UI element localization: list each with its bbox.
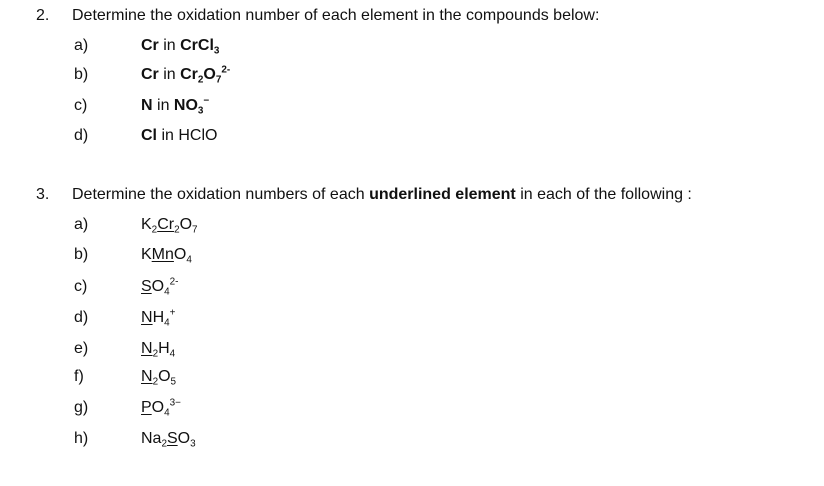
item-label: c): [74, 278, 88, 295]
formula: $NH_4^+$: [141, 307, 176, 329]
item-label: a): [74, 37, 89, 54]
item-label: f): [74, 368, 84, 385]
item-text: N in $NO_3^-$: [141, 95, 210, 117]
formula: $SO_4^{2-}$: [141, 276, 179, 298]
formula: $Na_2SO_3$: [141, 430, 196, 450]
item-label: e): [74, 340, 89, 357]
question-3-heading: [36, 186, 692, 204]
formula: $K_2Cr_2O_7$: [141, 216, 198, 236]
question-prompt: Determine the oxidation numbers of each underlined element in each of the following :: [72, 186, 692, 203]
item-text: Cr in $Cr_2O_7^{2-}$: [141, 64, 231, 86]
item-label: d): [74, 127, 89, 144]
item-label: b): [74, 246, 89, 263]
item-label: b): [74, 66, 89, 83]
formula: $PO_4^{3-}$: [141, 397, 181, 419]
item-label: a): [74, 216, 89, 233]
item-text: Cr in CrCl$_3$: [141, 37, 220, 57]
formula: $N_2O_5$: [141, 368, 177, 388]
question-prompt: Determine the oxidation number of each element in the compounds below:: [72, 7, 600, 24]
formula: KMnO$_4$: [141, 246, 192, 266]
question-number: 3.: [36, 186, 50, 203]
item-label: d): [74, 309, 89, 326]
item-label: c): [74, 97, 88, 114]
formula: $N_2H_4$: [141, 340, 176, 360]
question-2-heading: [36, 7, 599, 25]
question-number: 2.: [36, 7, 50, 24]
item-text: Cl in HClO: [141, 127, 218, 144]
item-label: h): [74, 430, 89, 447]
item-label: g): [74, 399, 89, 416]
